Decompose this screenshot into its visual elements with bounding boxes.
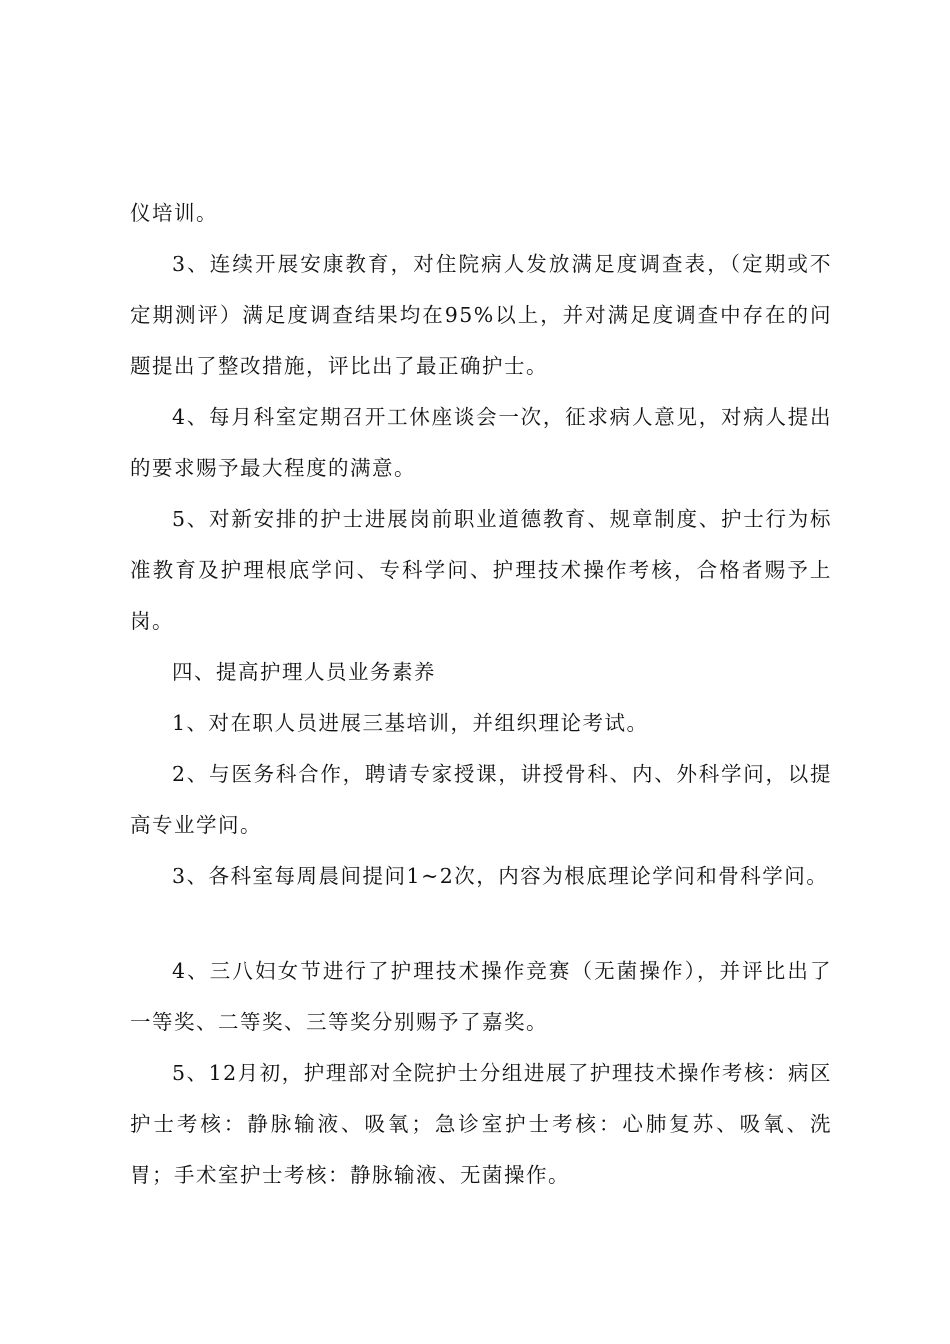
paragraph-item-4-meeting: 4、每月科室定期召开工休座谈会一次，征求病人意见，对病人提出的要求赐予最大程度的满意。	[130, 405, 832, 480]
paragraph-item-4-competition: 4、三八妇女节进行了护理技术操作竞赛（无菌操作），并评比出了一等奖、二等奖、三等奖分别赐予了嘉奖。	[130, 959, 832, 1034]
paragraph-continuation: 仪培训。	[130, 201, 218, 225]
blank-line	[130, 902, 832, 946]
paragraph-item-5-assessment: 5、12月初，护理部对全院护士分组进展了护理技术操作考核：病区护士考核：静脉输液、吸氧；急诊室护士考核：心肺复苏、吸氧、洗胃；手术室护士考核：静脉输液、无菌操作。	[130, 1061, 832, 1187]
paragraph-item-5-new-nurses: 5、对新安排的护士进展岗前职业道德教育、规章制度、护士行为标准教育及护理根底学问、专科学问、护理技术操作考核，合格者赐予上岗。	[130, 507, 832, 633]
section-heading-4: 四、提高护理人员业务素养	[172, 660, 436, 684]
paragraph-item-3-education: 3、连续开展安康教育，对住院病人发放满足度调查表，（定期或不定期测评）满足度调查结果均在95%以上，并对满足度调查中存在的问题提出了整改措施，评比出了最正确护士。	[130, 252, 832, 378]
document-body	[130, 188, 832, 1201]
paragraph-item-2-lectures: 2、与医务科合作，聘请专家授课，讲授骨科、内、外科学问，以提高专业学问。	[130, 762, 832, 837]
paragraph-item-3-morning-questions: 3、各科室每周晨间提问1~2次，内容为根底理论学问和骨科学问。	[172, 864, 829, 888]
paragraph-item-1-training: 1、对在职人员进展三基培训，并组织理论考试。	[172, 711, 649, 735]
